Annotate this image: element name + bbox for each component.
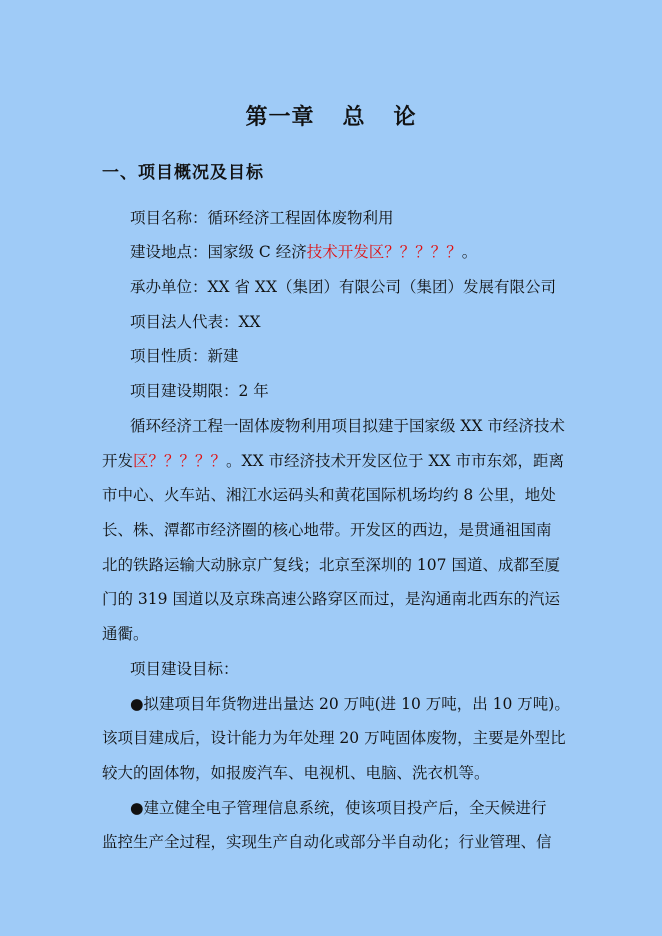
project-location: [130, 240, 477, 264]
legal-representative: 项目法人代表：XX: [130, 313, 261, 331]
location-suffix: 。: [461, 243, 478, 261]
goal2-line2: 监控生产全过程，实现生产自动化或部分半自动化；行业管理、信: [102, 833, 552, 851]
project-nature: 项目性质：新建: [130, 347, 239, 365]
chapter-number: 第一章: [245, 104, 315, 130]
paragraph1-line5: 北的铁路运输大动脉京广复线；北京至深圳的 107 国道、成都至厦: [102, 556, 560, 574]
section-heading: 一、项目概况及目标: [102, 163, 264, 183]
location-prefix: 建设地点：国家级 C 经济: [130, 243, 307, 261]
paragraph1-line7: 通衢。: [102, 625, 149, 643]
paragraph1-line3: 市中心、火车站、湘江水运码头和黄花国际机场均约 8 公里，地处: [102, 486, 556, 504]
paragraph1-line1: 循环经济工程一固体废物利用项目拟建于国家级 XX 市经济技术: [130, 417, 565, 435]
construction-period: 项目建设期限：2 年: [130, 382, 269, 400]
paragraph1-line6: 门的 319 国道以及京珠高速公路穿区而过，是沟通南北西东的汽运: [102, 590, 560, 608]
chapter-title-word1: 总: [342, 104, 366, 130]
goal1-line3: 较大的固体物，如报废汽车、电视机、电脑、洗衣机等。: [102, 764, 490, 782]
paragraph1-line2: [102, 449, 564, 473]
project-name: 项目名称：循环经济工程固体废物利用: [130, 209, 394, 227]
goal1-line1: ●拟建项目年货物进出量达 20 万吨(进 10 万吨，出 10 万吨)。: [130, 695, 570, 713]
undertaking-unit: 承办单位：XX 省 XX（集团）有限公司（集团）发展有限公司: [130, 278, 556, 296]
chapter-title-word2: 论: [393, 104, 417, 130]
paragraph1-line2-highlight: 区？？？？？: [133, 452, 227, 470]
goal2-line1: ●建立健全电子管理信息系统，使该项目投产后，全天候进行: [130, 799, 547, 817]
location-highlight: 技术开发区？？？？？: [306, 243, 462, 261]
goal1-line2: 该项目建成后，设计能力为年处理 20 万吨固体废物，主要是外型比: [102, 729, 566, 747]
chapter-title: [0, 100, 662, 131]
goals-label: 项目建设目标：: [130, 660, 239, 678]
paragraph1-line2-suffix: 。XX 市经济技术开发区位于 XX 市市东郊，距离: [226, 452, 564, 470]
paragraph1-line4: 长、株、潭都市经济圈的核心地带。开发区的西边，是贯通祖国南: [102, 521, 552, 539]
paragraph1-line2-prefix: 开发: [102, 452, 134, 470]
